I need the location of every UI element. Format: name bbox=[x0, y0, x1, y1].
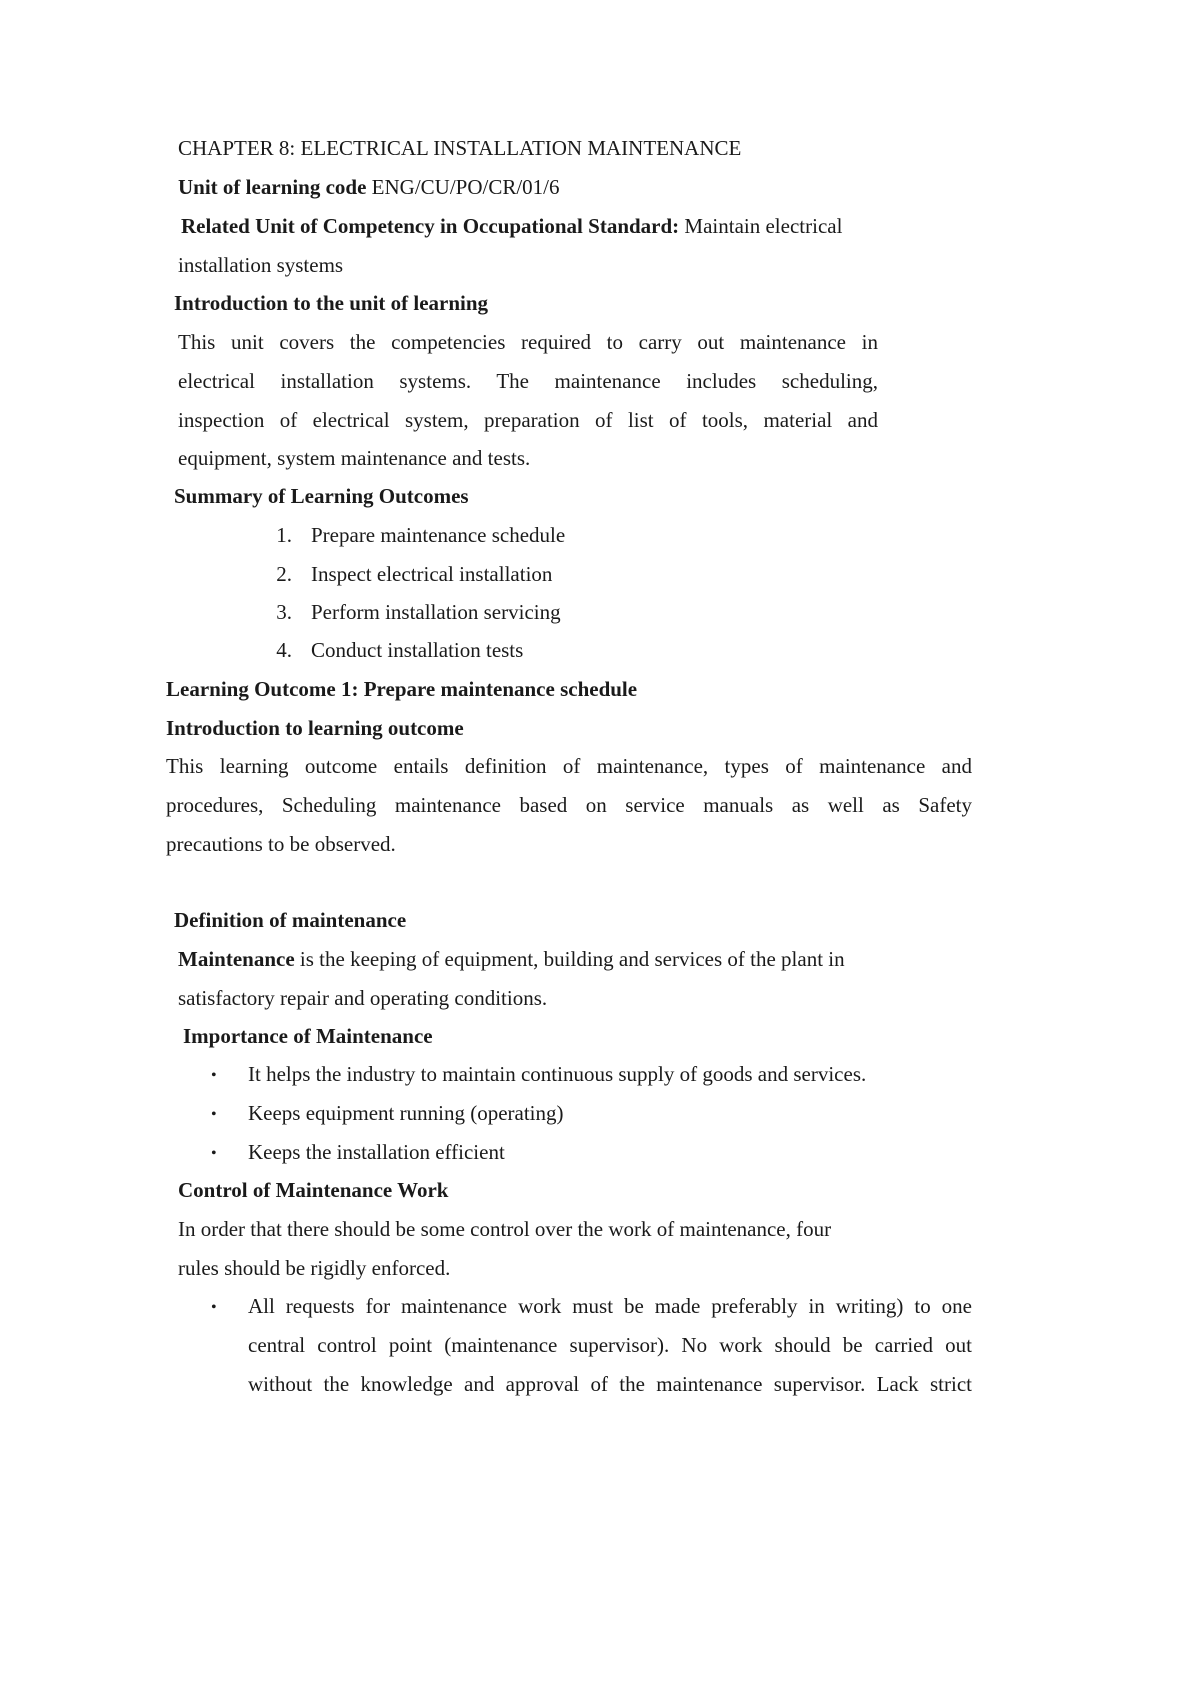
unit-code-line bbox=[178, 177, 560, 198]
definition-term: Maintenance bbox=[178, 947, 295, 971]
control-intro-line: In order that there should be some control over the work of maintenance, four bbox=[178, 1217, 832, 1241]
list-text: central control point (maintenance supervisor). No work should be carried out bbox=[248, 1333, 972, 1357]
intro-unit-line: This unit covers the competencies required to carry out maintenance in bbox=[178, 330, 878, 354]
outcome1-line: precautions to be observed. bbox=[166, 832, 396, 856]
definition-line bbox=[178, 949, 845, 970]
list-text: Conduct installation tests bbox=[311, 638, 524, 662]
related-unit-line bbox=[181, 216, 842, 237]
outcome1-line: procedures, Scheduling maintenance based on service manuals as well as Safety bbox=[166, 793, 972, 817]
related-unit-value: Maintain electrical bbox=[684, 214, 843, 238]
list-number: 1. bbox=[276, 523, 292, 547]
bullet-icon: • bbox=[211, 1106, 217, 1123]
outcome1-line: This learning outcome entails definition of maintenance, types of maintenance and bbox=[166, 754, 972, 778]
list-number: 2. bbox=[276, 562, 292, 586]
definition-text: is the keeping of equipment, building and services of the plant in bbox=[294, 947, 845, 971]
unit-code-value: ENG/CU/PO/CR/01/6 bbox=[371, 175, 560, 199]
related-unit-label: Related Unit of Competency in Occupational Standard: bbox=[181, 214, 680, 238]
intro-unit-line: inspection of electrical system, preparation of list of tools, material and bbox=[178, 408, 878, 432]
list-text: Prepare maintenance schedule bbox=[311, 523, 566, 547]
list-text: Perform installation servicing bbox=[311, 600, 561, 624]
list-text: All requests for maintenance work must be made preferably in writing) to one bbox=[248, 1294, 972, 1318]
definition-line: satisfactory repair and operating conditions. bbox=[178, 986, 548, 1010]
control-intro-line: rules should be rigidly enforced. bbox=[178, 1256, 451, 1280]
unit-code-label: Unit of learning code bbox=[178, 175, 367, 199]
intro-unit-heading: Introduction to the unit of learning bbox=[174, 291, 489, 315]
list-number: 4. bbox=[276, 638, 292, 662]
definition-heading: Definition of maintenance bbox=[174, 908, 407, 932]
list-text: It helps the industry to maintain continuous supply of goods and services. bbox=[248, 1062, 867, 1086]
outcome1-heading: Learning Outcome 1: Prepare maintenance schedule bbox=[166, 677, 638, 701]
list-number: 3. bbox=[276, 600, 292, 624]
bullet-icon: • bbox=[211, 1145, 217, 1162]
outcome1-intro-heading: Introduction to learning outcome bbox=[166, 716, 464, 740]
chapter-title: CHAPTER 8: ELECTRICAL INSTALLATION MAINTENANCE bbox=[178, 136, 742, 160]
list-text: Keeps equipment running (operating) bbox=[248, 1101, 564, 1125]
intro-unit-line: electrical installation systems. The maintenance includes scheduling, bbox=[178, 369, 878, 393]
importance-heading: Importance of Maintenance bbox=[183, 1024, 433, 1048]
related-unit-value-cont: installation systems bbox=[178, 253, 344, 277]
control-heading: Control of Maintenance Work bbox=[178, 1178, 449, 1202]
bullet-icon: • bbox=[211, 1067, 217, 1084]
list-text: Keeps the installation efficient bbox=[248, 1140, 505, 1164]
bullet-icon: • bbox=[211, 1299, 217, 1316]
intro-unit-line: equipment, system maintenance and tests. bbox=[178, 446, 531, 470]
list-text: Inspect electrical installation bbox=[311, 562, 553, 586]
list-text: without the knowledge and approval of the maintenance supervisor. Lack strict bbox=[248, 1372, 972, 1396]
summary-heading: Summary of Learning Outcomes bbox=[174, 484, 469, 508]
